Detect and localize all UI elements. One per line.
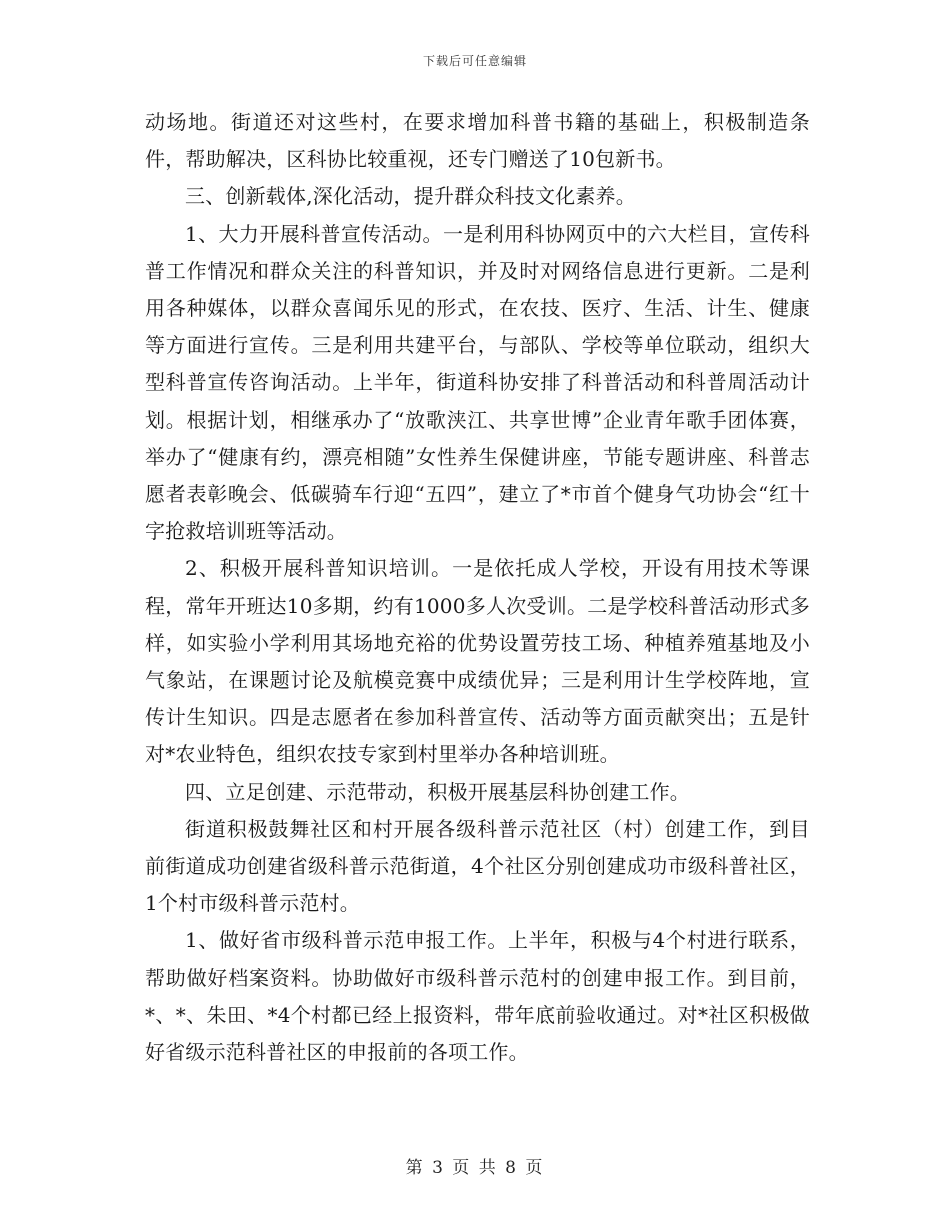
document-body bbox=[145, 104, 810, 1071]
paragraph-section-4-intro: 街道积极鼓舞社区和村开展各级科普示范社区（村）创建工作，到目前街道成功创建省级科普示范街道，4个社区分别创建成功市级科普社区，1个村市级科普示范村。 bbox=[145, 816, 810, 916]
paragraph-item-1-application: 1、做好省市级科普示范申报工作。上半年，积极与4个村进行联系，帮助做好档案资料。协助做好市级科普示范村的创建申报工作。到目前，*、*、朱田、*4个村都已经上报资料，带年底前验收通过。对*社区积极做好省级示范科普社区的申报前的各项工作。 bbox=[145, 928, 810, 1065]
page-number: 第 3 页 共 8 页 bbox=[405, 1158, 545, 1178]
section-heading-3: 三、创新载体,深化活动，提升群众科技文化素养。 bbox=[185, 184, 636, 209]
paragraph-item-2-training: 2、积极开展科普知识培训。一是依托成人学校，开设有用技术等课程，常年开班达10多期，约有1000多人次受训。二是学校科普活动形式多样，如实验小学利用其场地充裕的优势设置劳技工场、种植养殖基地及小气象站，在课题讨论及航模竞赛中成绩优异；三是利用计生学校阵地，宣传计生知识。四是志愿者在参加科普宣传、活动等方面贡献突出；五是针对*农业特色，组织农技专家到村里举办各种培训班。 bbox=[145, 556, 810, 767]
paragraph-item-1-publicity: 1、大力开展科普宣传活动。一是利用科协网页中的六大栏目，宣传科普工作情况和群众关注的科普知识，并及时对网络信息进行更新。二是利用各种媒体，以群众喜闻乐见的形式，在农技、医疗、生活、计生、健康等方面进行宣传。三是利用共建平台，与部队、学校等单位联动，组织大型科普宣传咨询活动。上半年，街道科协安排了科普活动和科普周活动计划。根据计划，相继承办了“放歌浃江、共享世博”企业青年歌手团体赛，举办了“健康有约，漂亮相随”女性养生保健讲座，节能专题讲座、科普志愿者表彰晚会、低碳骑车行迎“五四”，建立了*市首个健身气功协会“红十字抢救培训班等活动。 bbox=[145, 221, 810, 544]
page-header-note: 下载后可任意编辑 bbox=[422, 54, 527, 68]
section-heading-4: 四、立足创建、示范带动，积极开展基层科协创建工作。 bbox=[185, 779, 690, 804]
paragraph-continuation: 动场地。街道还对这些村，在要求增加科普书籍的基础上，积极制造条件，帮助解决，区科协比较重视，还专门赠送了10包新书。 bbox=[145, 110, 810, 172]
